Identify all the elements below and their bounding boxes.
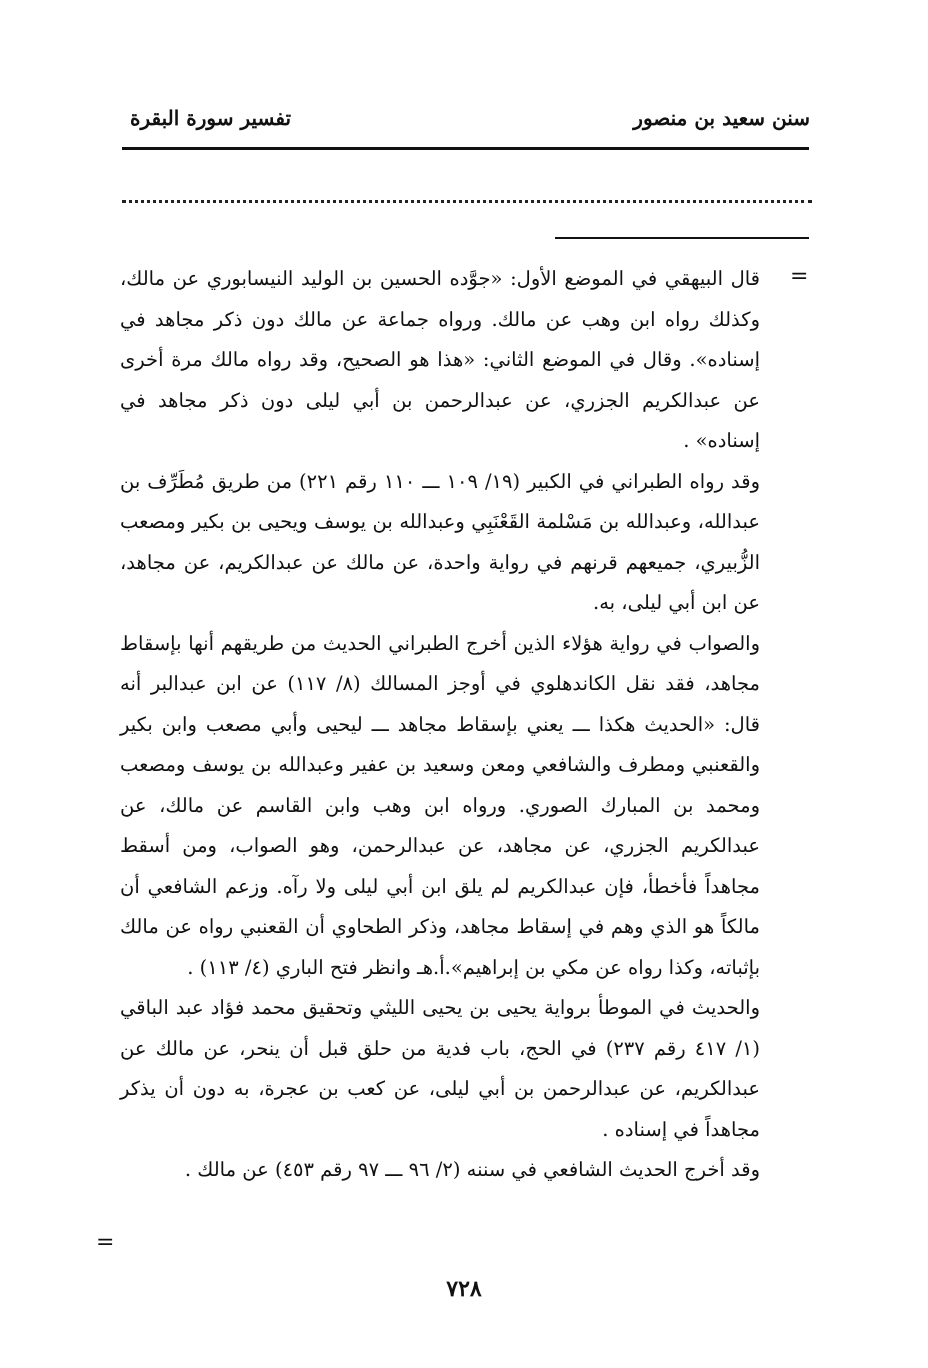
paragraph: والحديث في الموطأ برواية يحيى بن يحيى الليثي وتحقيق محمد فؤاد عبد الباقي (١/ ٤١٧ رقم ٢٣٧) في الحج، باب فدية من حلق قبل أن ينحر، عن مالك عن عبدالكريم، عن عبدالرحمن بن أبي ليلى، عن كعب بن عجرة، به دون أن يذكر مجاهداً في إسناده . [120, 996, 760, 1141]
page-number: ٧٢٨ [446, 1276, 482, 1302]
paragraph: وقد رواه الطبراني في الكبير (١٩/ ١٠٩ ـــ ١١٠ رقم ٢٢١) من طريق مُطَرِّف بن عبدالله، وعبدالله بن مَسْلمة القَعْنَبِي وعبدالله بن يوسف ويحيى بن بكير ومصعب الزُّبيري، جميعهم قرنهم في رواية واحدة، عن مالك عن عبدالكريم، عن مجاهد، عن ابن أبي ليلى، به. [120, 469, 760, 614]
section-title: تفسير سورة البقرة [130, 106, 292, 130]
dotted-separator [122, 200, 812, 203]
header-rule [122, 147, 809, 150]
paragraph: والصواب في رواية هؤلاء الذين أخرج الطبراني الحديث من طريقهم أنها بإسقاط مجاهد، فقد نقل الكاندهلوي في أوجز المسالك (٨/ ١١٧) عن ابن عبدالبر أنه قال: «الحديث هكذا ـــ يعني بإسقاط مجاهد ـــ ليحيى وأبي مصعب وابن بكير والقعنبي ومطرف والشافعي ومعن وسعيد بن عفير وعبدالله بن يوسف ومصعب ومحمد بن المبارك الصوري. ورواه ابن وهب وابن القاسم عن مالك، عن عبدالكريم الجزري، عن مجاهد، عن عبدالرحمن، وهو الصواب، ومن أسقط مجاهداً فأخطأ، فإن عبدالكريم لم يلق ابن أبي ليلى ولا رآه. وزعم الشافعي أن مالكاً هو الذي وهم في إسقاط مجاهد، وذكر الطحاوي أن القعنبي رواه عن مالك بإثباته، وكذا رواه عن مكي بن إبراهيم».أ.هـ وانظر فتح الباري (٤/ ١١٣) . [120, 631, 760, 979]
book-title: سنن سعيد بن منصور [633, 106, 810, 130]
running-header [120, 100, 810, 140]
footnote-separator [555, 237, 809, 239]
paragraph: وقد أخرج الحديث الشافعي في سننه (٢/ ٩٦ ـــ ٩٧ رقم ٤٥٣) عن مالك . [184, 1158, 760, 1181]
footnote-text [120, 259, 760, 1191]
continuation-mark-start: = [790, 264, 809, 289]
paragraph: قال البيهقي في الموضع الأول: «جوَّده الحسين بن الوليد النيسابوري عن مالك، وكذلك رواه ابن وهب عن مالك. ورواه جماعة عن مالك دون ذكر مجاهد في إسناده». وقال في الموضع الثاني: «هذا هو الصحيح، وقد رواه مالك مرة أخرى عن عبدالكريم الجزري، عن عبدالرحمن بن أبي ليلى دون ذكر مجاهد في إسناده» . [120, 267, 760, 452]
continuation-mark-end: = [96, 1230, 115, 1255]
